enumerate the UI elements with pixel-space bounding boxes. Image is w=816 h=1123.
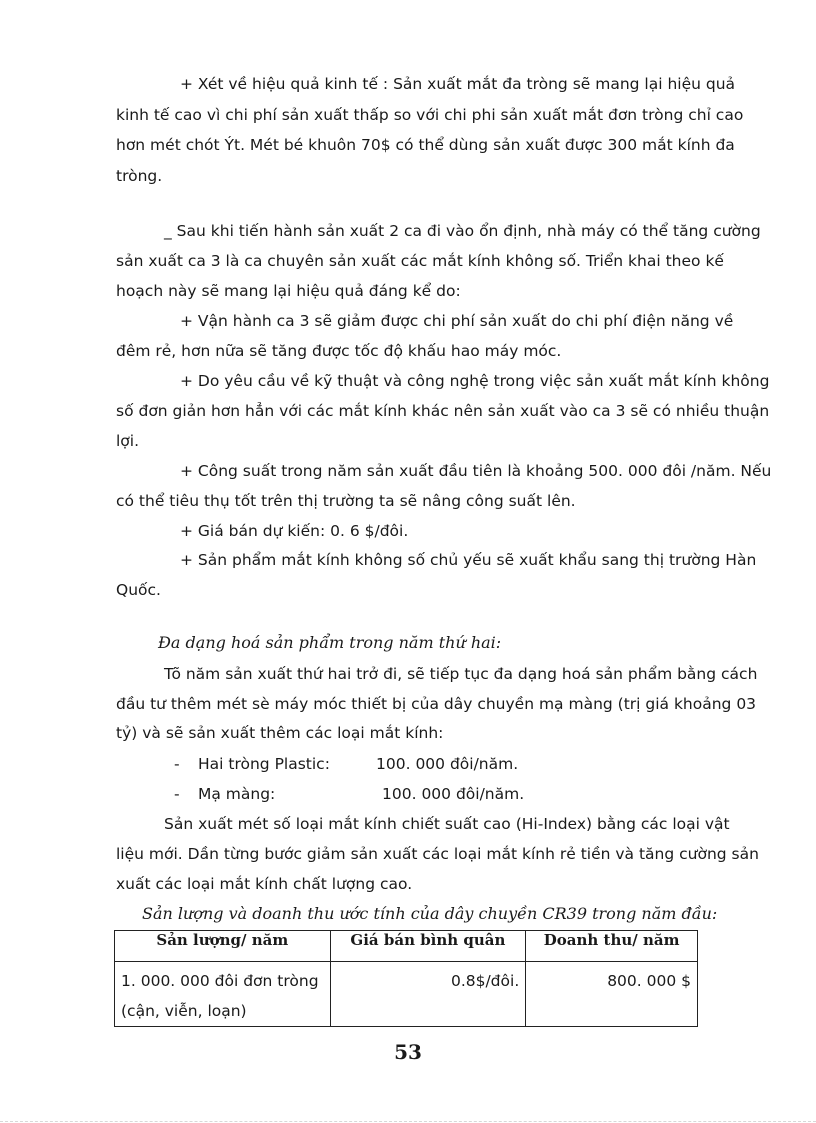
shift3-line-1: _ Sau khi tiến hành sản xuất 2 ca đi vào ổn định, nhà máy có thể tăng cường [164,222,761,240]
output-revenue-table [114,930,698,1027]
shift3-line-4: + Vận hành ca 3 sẽ giảm được chi phí sản xuất do chi phí điện năng về [180,312,734,330]
page-number: 53 [394,1040,422,1064]
product-dash-1: - [174,755,180,773]
table-header-row [115,931,698,962]
product-qty-1: 100. 000 đôi/năm. [376,755,519,773]
hiindex-line-3: xuất các loại mắt kính chất lượng cao. [116,875,413,893]
cell-output [115,962,331,1027]
product-qty-2: 100. 000 đôi/năm. [382,785,525,803]
shift3-line-10: có thể tiêu thụ tốt trên thị trường ta sẽ nâng công suất lên. [116,492,576,510]
shift3-line-2: sản xuất ca 3 là ca chuyên sản xuất các mắt kính không số. Triển khai theo kế [116,252,724,270]
product-dash-2: - [174,785,180,803]
diversify-line-1: Tõ năm sản xuất thứ hai trở đi, sẽ tiếp tục đa dạng hoá sản phẩm bằng cách [164,665,758,683]
diversify-line-3: tỷ) và sẽ sản xuất thêm các loại mắt kính: [116,724,444,742]
cell-output-line-1: 1. 000. 000 đôi đơn tròng [121,972,319,990]
product-name-2: Mạ màng: [198,785,276,803]
header-output: Sản lượng/ năm [115,931,331,962]
shift3-line-5: đêm rẻ, hơn nữa sẽ tăng được tốc độ khấu hao máy móc. [116,342,562,360]
hiindex-line-2: liệu mới. Dần từng bước giảm sản xuất các loại mắt kính rẻ tiền và tăng cường sản [116,845,759,863]
table-row [115,962,698,1027]
header-revenue: Doanh thu/ năm [526,931,698,962]
shift3-line-3: hoạch này sẽ mang lại hiệu quả đáng kể do: [116,282,461,300]
cell-output-line-2: (cận, viễn, loạn) [121,1002,247,1020]
economic-line-1: + Xét về hiệu quả kinh tế : Sản xuất mắt đa tròng sẽ mang lại hiệu quả [180,75,736,93]
cell-price: 0.8$/đôi. [330,962,526,1027]
shift3-line-8: lợi. [116,432,140,450]
shift3-line-11: + Giá bán dự kiến: 0. 6 $/đôi. [180,522,409,540]
page-bottom-divider [0,1121,816,1122]
shift3-line-9: + Công suất trong năm sản xuất đầu tiên là khoảng 500. 000 đôi /năm. Nếu [180,462,772,480]
product-name-1: Hai tròng Plastic: [198,755,330,773]
economic-line-4: tròng. [116,167,163,185]
shift3-line-6: + Do yêu cầu về kỹ thuật và công nghệ trong việc sản xuất mắt kính không [180,372,770,390]
table-caption: Sản lượng và doanh thu ước tính của dây chuyền CR39 trong năm đầu: [142,904,718,923]
diversify-line-2: đầu tư thêm mét sè máy móc thiết bị của dây chuyền mạ màng (trị giá khoảng 03 [116,695,757,713]
diversify-heading: Đa dạng hoá sản phẩm trong năm thứ hai: [158,633,502,652]
hiindex-line-1: Sản xuất mét số loại mắt kính chiết suất cao (Hi-Index) bằng các loại vật [164,815,730,833]
header-price: Giá bán bình quân [330,931,526,962]
cell-revenue: 800. 000 $ [526,962,698,1027]
shift3-line-12: + Sản phẩm mắt kính không số chủ yếu sẽ xuất khẩu sang thị trường Hàn [180,551,757,569]
shift3-line-7: số đơn giản hơn hẳn với các mắt kính khác nên sản xuất vào ca 3 sẽ có nhiều thuận [116,402,770,420]
economic-line-3: hơn mét chót Ýt. Mét bé khuôn 70$ có thể dùng sản xuất được 300 mắt kính đa [116,136,735,154]
shift3-line-13: Quốc. [116,581,161,599]
economic-line-2: kinh tế cao vì chi phí sản xuất thấp so với chi phi sản xuất mắt đơn tròng chỉ cao [116,106,744,124]
